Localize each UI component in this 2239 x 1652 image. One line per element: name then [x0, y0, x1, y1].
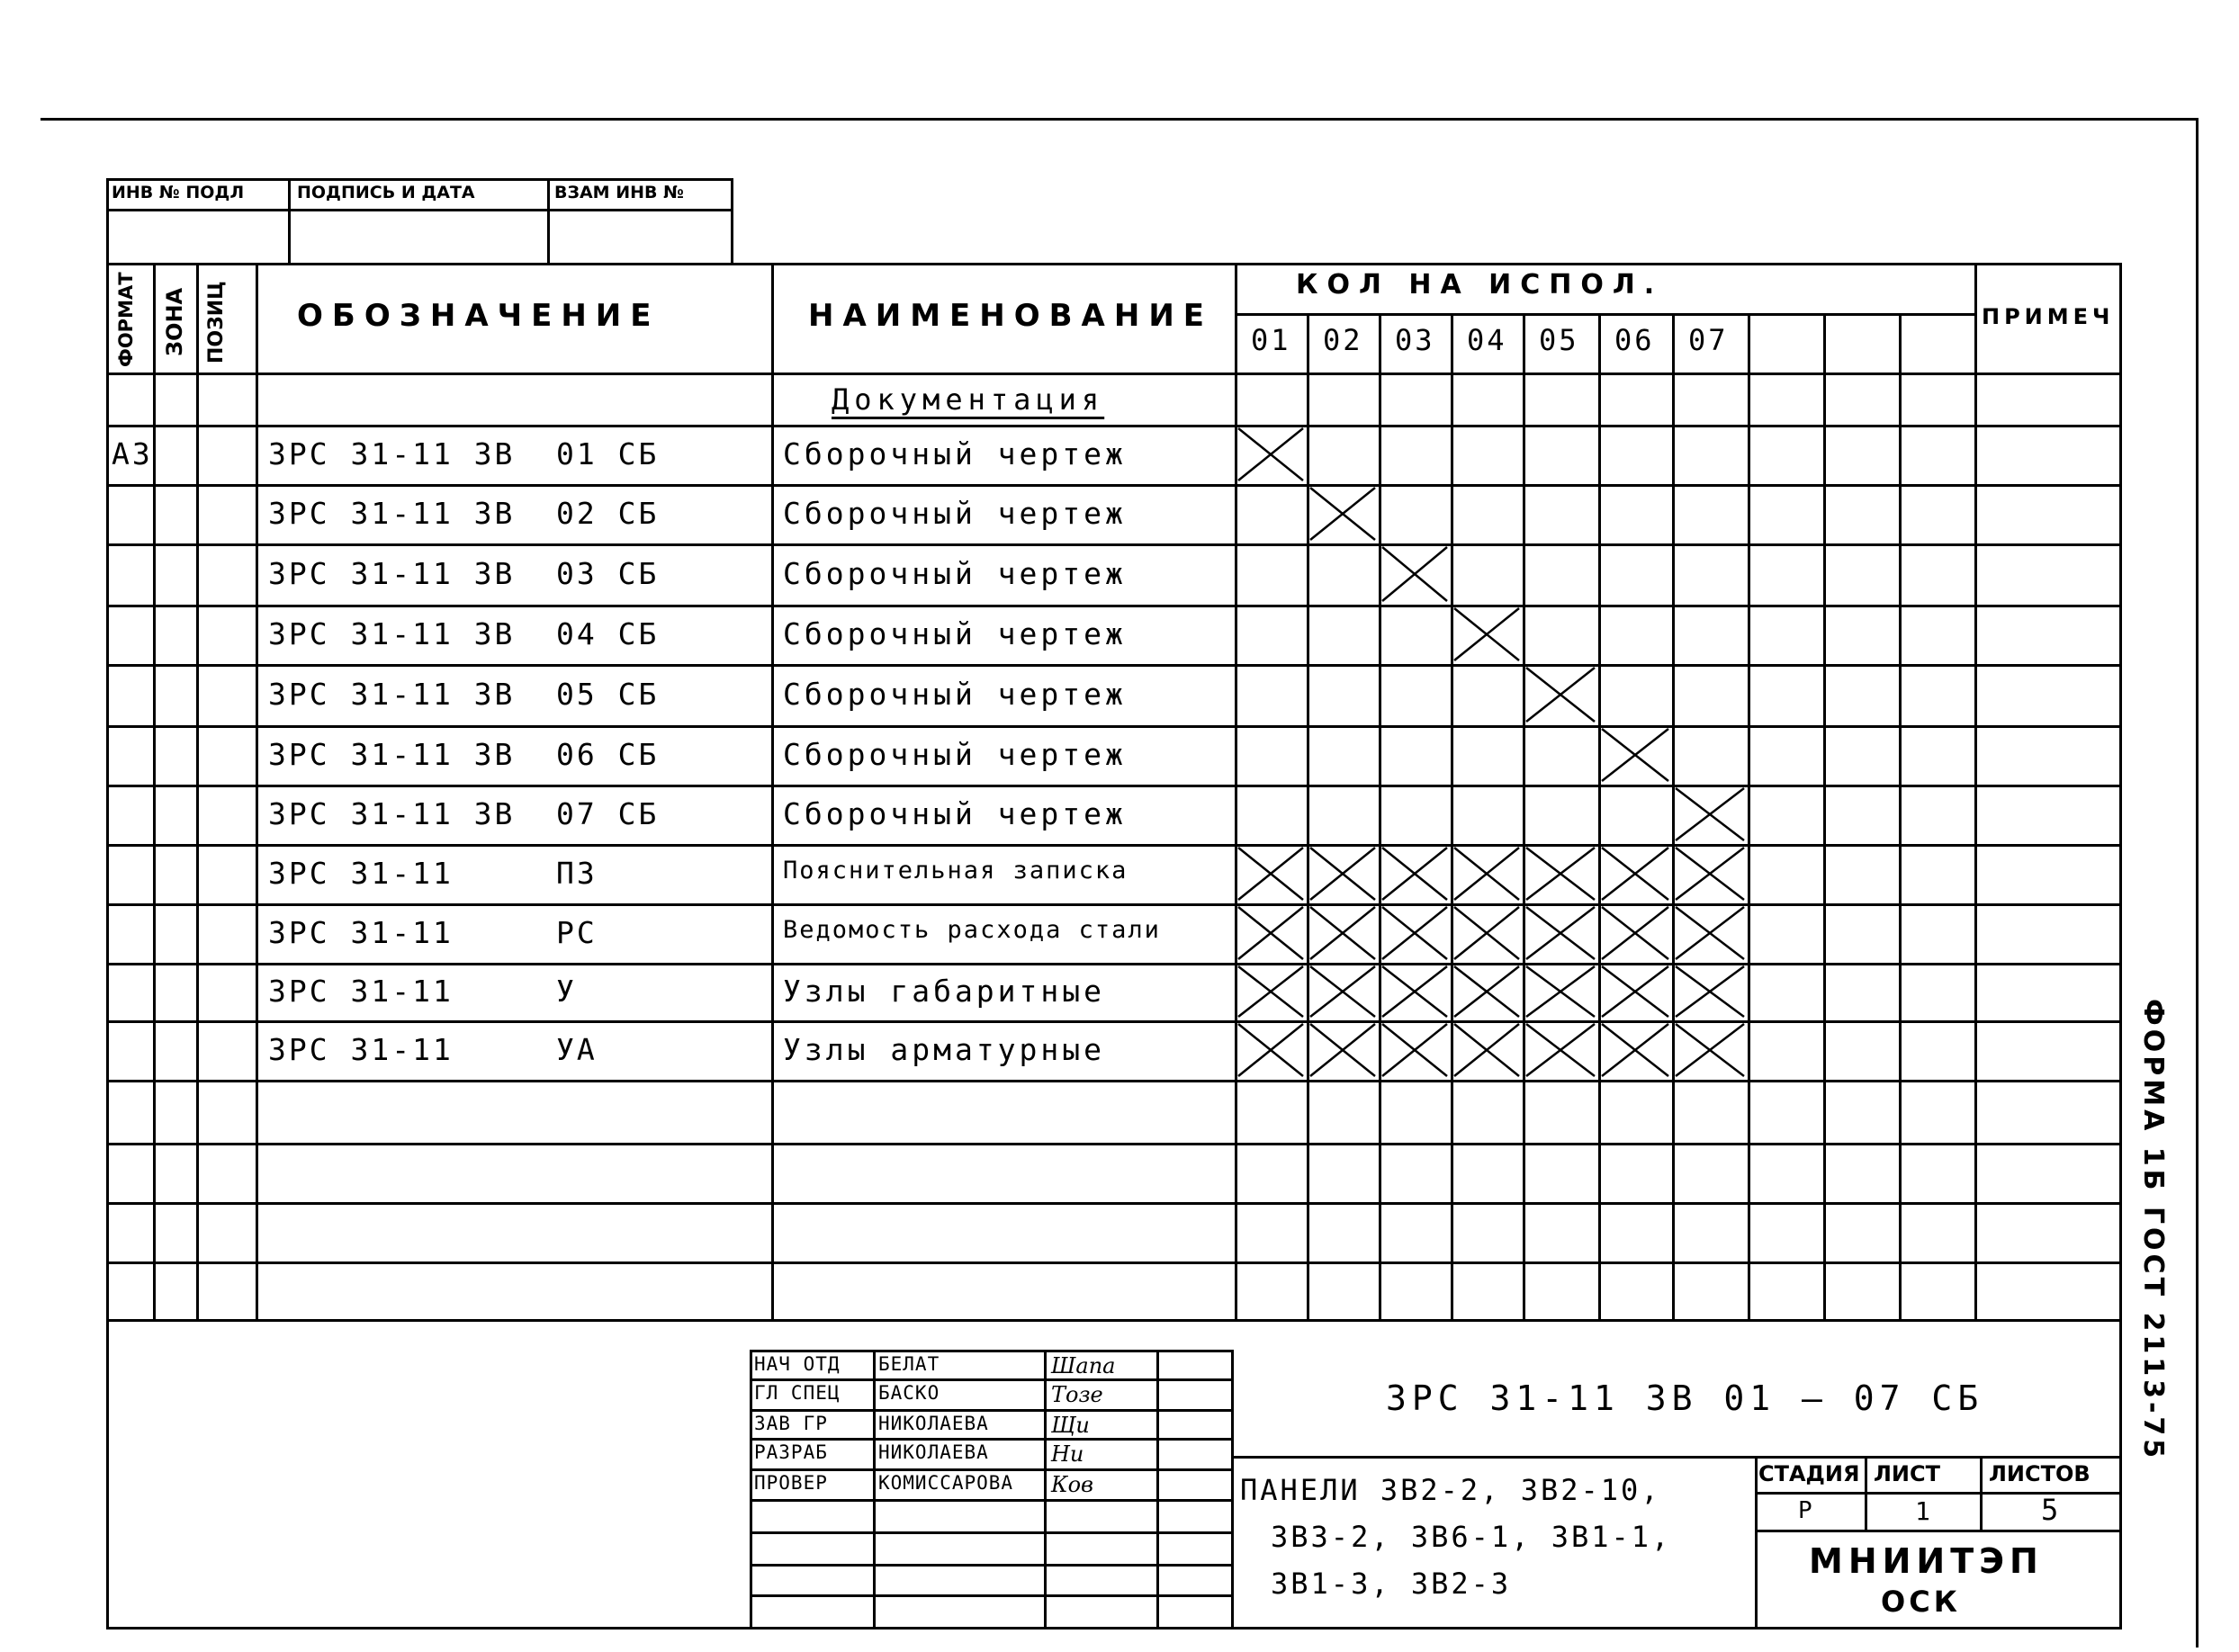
organization: МНИИТЭП: [1809, 1541, 2044, 1581]
row-name: Сборочный чертеж: [783, 677, 1127, 712]
row-code: ЗРС 31-11 ЗВ: [268, 556, 516, 591]
row-suffix: 02 СБ: [556, 496, 660, 531]
row-suffix: 01 СБ: [556, 436, 660, 471]
row-suffix: 07 СБ: [556, 796, 660, 831]
header-poz: ПОЗИЦ: [205, 281, 228, 364]
row-name: Сборочный чертеж: [783, 436, 1127, 471]
header-prim: ПРИМЕЧ: [1982, 304, 2115, 329]
row-name: Сборочный чертеж: [783, 616, 1127, 651]
variant-header-01: 01: [1251, 323, 1291, 357]
sheet-label: ЛИСТ: [1874, 1461, 1941, 1486]
row-suffix: 04 СБ: [556, 616, 660, 651]
signature-person: БАСКО: [878, 1382, 940, 1404]
header-oboznachenie: ОБОЗНАЧЕНИЕ: [297, 298, 661, 334]
row-code: ЗРС 31-11: [268, 915, 454, 950]
row-suffix: ПЗ: [556, 856, 598, 891]
podpis-data-label: ПОДПИСЬ И ДАТА: [297, 183, 475, 202]
header-kol: КОЛ НА ИСПОЛ.: [1296, 269, 1664, 301]
row-suffix: 06 СБ: [556, 737, 660, 772]
signature-role: ПРОВЕР: [754, 1472, 828, 1494]
row-suffix: РС: [556, 915, 598, 950]
row-format: А3: [112, 436, 153, 471]
row-suffix: УА: [556, 1032, 598, 1067]
header-zona: ЗОНА: [162, 287, 187, 356]
row-code: ЗРС 31-11: [268, 974, 454, 1009]
header-format: ФОРМАТ: [115, 272, 137, 367]
variant-header-05: 05: [1539, 323, 1579, 357]
row-code: ЗРС 31-11 ЗВ: [268, 496, 516, 531]
side-form-note: ФОРМА 1Б ГОСТ 2113-75: [2137, 999, 2169, 1462]
product-name-line-3: ЗВ1-3, ЗВ2-3: [1271, 1567, 1512, 1601]
signature-handwriting: Шапа: [1051, 1353, 1116, 1378]
row-code: ЗРС 31-11 ЗВ: [268, 737, 516, 772]
signature-role: ЗАВ ГР: [754, 1413, 828, 1434]
signature-person: КОМИССАРОВА: [878, 1472, 1014, 1494]
signature-person: НИКОЛАЕВА: [878, 1441, 989, 1463]
row-name: Узлы габаритные: [783, 974, 1106, 1009]
row-name: Ведомость расхода стали: [783, 916, 1161, 944]
sheets-value: 5: [2041, 1493, 2059, 1527]
vzam-inv-label: ВЗАМ ИНВ №: [554, 183, 684, 202]
signature-handwriting: Тозе: [1051, 1382, 1103, 1407]
sheets-label: ЛИСТОВ: [1989, 1461, 2091, 1486]
row-suffix: 05 СБ: [556, 677, 660, 712]
product-name-line-1: ПАНЕЛИ ЗВ2-2, ЗВ2-10,: [1240, 1473, 1661, 1507]
signature-role: РАЗРАБ: [754, 1441, 828, 1463]
row-suffix: 03 СБ: [556, 556, 660, 591]
document-designation: ЗРС 31-11 ЗВ 01 — 07 СБ: [1386, 1378, 1984, 1418]
row-code: ЗРС 31-11: [268, 856, 454, 891]
row-name: Узлы арматурные: [783, 1032, 1106, 1067]
inv-podl-label: ИНВ № ПОДЛ: [112, 183, 245, 202]
row-code: ЗРС 31-11 ЗВ: [268, 677, 516, 712]
signature-role: ГЛ СПЕЦ: [754, 1382, 841, 1404]
signature-person: НИКОЛАЕВА: [878, 1413, 989, 1434]
signature-handwriting: Ни: [1051, 1441, 1084, 1467]
variant-header-02: 02: [1323, 323, 1363, 357]
signature-handwriting: Щи: [1051, 1413, 1090, 1438]
variant-header-03: 03: [1395, 323, 1435, 357]
row-suffix: У: [556, 974, 577, 1009]
row-name: Сборочный чертеж: [783, 796, 1127, 831]
signature-handwriting: Ков: [1051, 1472, 1093, 1497]
row-code: ЗРС 31-11 ЗВ: [268, 616, 516, 651]
row-code: ЗРС 31-11 ЗВ: [268, 436, 516, 471]
section-title: Документация: [832, 382, 1105, 417]
row-code: ЗРС 31-11 ЗВ: [268, 796, 516, 831]
header-naimenovanie: НАИМЕНОВАНИЕ: [808, 298, 1214, 334]
variant-header-04: 04: [1467, 323, 1507, 357]
product-name-line-2: ЗВ3-2, ЗВ6-1, ЗВ1-1,: [1271, 1520, 1672, 1554]
row-name: Пояснительная записка: [783, 857, 1128, 884]
variant-header-07: 07: [1688, 323, 1729, 357]
row-name: Сборочный чертеж: [783, 737, 1127, 772]
signature-role: НАЧ ОТД: [754, 1353, 841, 1375]
row-code: ЗРС 31-11: [268, 1032, 454, 1067]
row-name: Сборочный чертеж: [783, 556, 1127, 591]
stage-value: Р: [1798, 1497, 1812, 1524]
signature-person: БЕЛАТ: [878, 1353, 940, 1375]
variant-header-06: 06: [1614, 323, 1655, 357]
organization-sub: ОСК: [1881, 1585, 1961, 1619]
sheet-value: 1: [1915, 1496, 1930, 1526]
row-name: Сборочный чертеж: [783, 496, 1127, 531]
stage-label: СТАДИЯ: [1758, 1461, 1860, 1486]
